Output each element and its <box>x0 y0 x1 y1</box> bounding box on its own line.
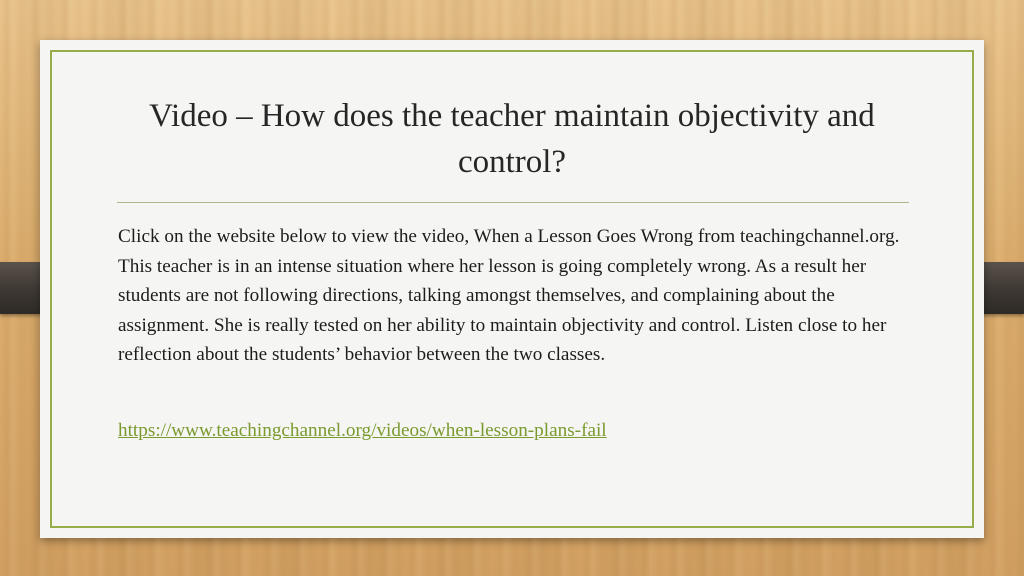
slide-paper <box>40 40 984 538</box>
video-link[interactable]: https://www.teachingchannel.org/videos/when-lesson-plans-fail <box>118 420 607 441</box>
slide-body-text: Click on the website below to view the video, When a Lesson Goes Wrong from teachingchannel.org. This teacher is in an intense situation where her lesson is going completely wrong. As a result her students are not following directions, talking amongst themselves, and complaining about the assignment. She is really tested on her ability to maintain objectivity and control. Listen close to her reflection about the students’ behavior between the two classes. <box>118 226 900 365</box>
slide-title: Video – How does the teacher maintain objectivity and control? <box>149 98 875 180</box>
title-divider <box>117 202 909 203</box>
